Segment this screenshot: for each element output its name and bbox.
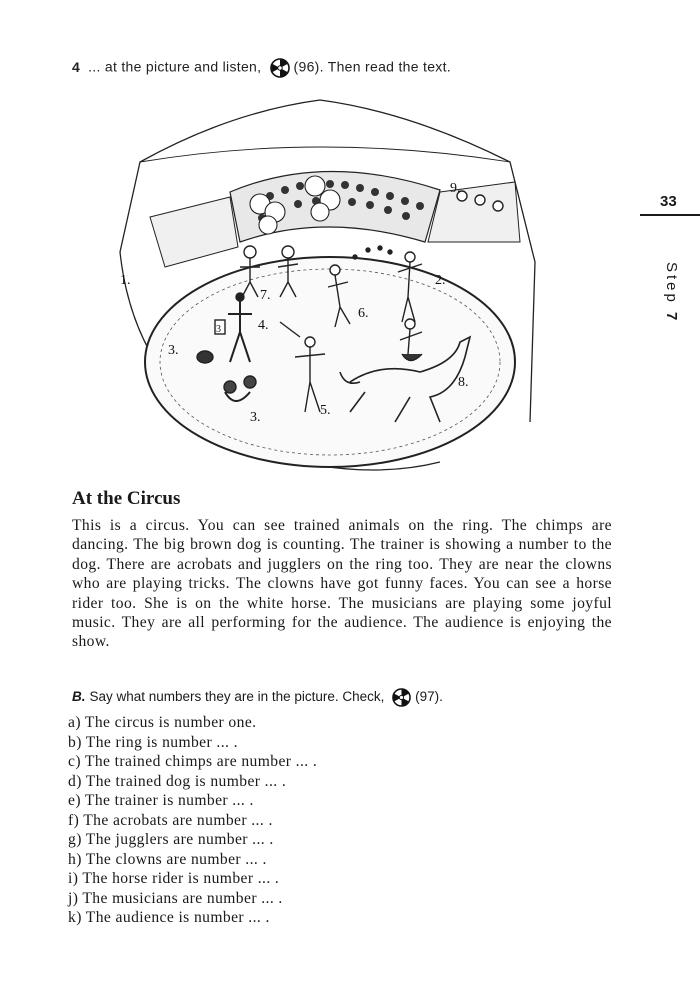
cd-disc-icon bbox=[392, 688, 411, 707]
question-item: a) The circus is number one. bbox=[68, 714, 257, 731]
reading-title: At the Circus bbox=[72, 488, 181, 509]
task-b-label: B. bbox=[72, 689, 86, 705]
label-3a: 3. bbox=[168, 343, 179, 358]
trainer-sign: 3 bbox=[216, 324, 221, 335]
label-7: 7. bbox=[260, 288, 271, 303]
audience-stands bbox=[150, 171, 520, 267]
question-item: e) The trainer is number ... . bbox=[68, 792, 254, 809]
step-number: 7 bbox=[663, 312, 680, 324]
question-item: i) The horse rider is number ... . bbox=[68, 870, 280, 887]
label-1: 1. bbox=[120, 273, 131, 288]
page-number: 33 bbox=[660, 193, 677, 210]
task-b-instruction bbox=[72, 688, 443, 707]
question-item: c) The trained chimps are number ... . bbox=[68, 753, 318, 770]
label-9: 9. bbox=[450, 181, 461, 196]
instruction-text-before: ... at the picture and listen, bbox=[88, 58, 262, 75]
reading-text: This is a circus. You can see trained animals on the ring. The chimps are dancing. The big brown dog is counting. The trainer is showing a number to the dog. There are acrobats and jugglers on the ring too. They are near the clowns who are playing tricks. The clowns have got funny faces. You can see a horse rider too. She is on the white horse. The musicians are playing some joyful music. They are all performing for the audience. The audience is enjoying the show. bbox=[72, 517, 612, 651]
question-item: h) The clowns are number ... . bbox=[68, 850, 267, 868]
step-label: Step bbox=[663, 262, 680, 305]
instruction-text-after: (96). Then read the text. bbox=[293, 58, 451, 75]
listening-instruction bbox=[72, 58, 451, 78]
question-item: f) The acrobats are number ... . bbox=[68, 811, 273, 829]
exercise-number: 4 bbox=[72, 58, 81, 75]
question-item: d) The trained dog is number ... . bbox=[68, 772, 287, 790]
question-item: j) The musicians are number ... . bbox=[68, 889, 283, 907]
circus-illustration bbox=[110, 92, 540, 482]
question-item: k) The audience is number ... . bbox=[68, 909, 270, 926]
label-4: 4. bbox=[258, 318, 269, 333]
label-5: 5. bbox=[320, 403, 331, 418]
label-3b: 3. bbox=[250, 410, 261, 425]
label-2: 2. bbox=[435, 273, 446, 288]
task-b-text-before: Say what numbers they are in the picture. Check, bbox=[89, 689, 385, 705]
label-6: 6. bbox=[358, 306, 369, 321]
task-b-text-after: (97). bbox=[415, 689, 443, 705]
cd-disc-icon bbox=[270, 58, 290, 78]
label-8: 8. bbox=[458, 375, 469, 390]
question-item: g) The jugglers are number ... . bbox=[68, 831, 274, 848]
question-item: b) The ring is number ... . bbox=[68, 733, 238, 751]
margin-rule bbox=[640, 214, 700, 216]
step-tab bbox=[663, 262, 680, 323]
question-list bbox=[68, 713, 317, 928]
